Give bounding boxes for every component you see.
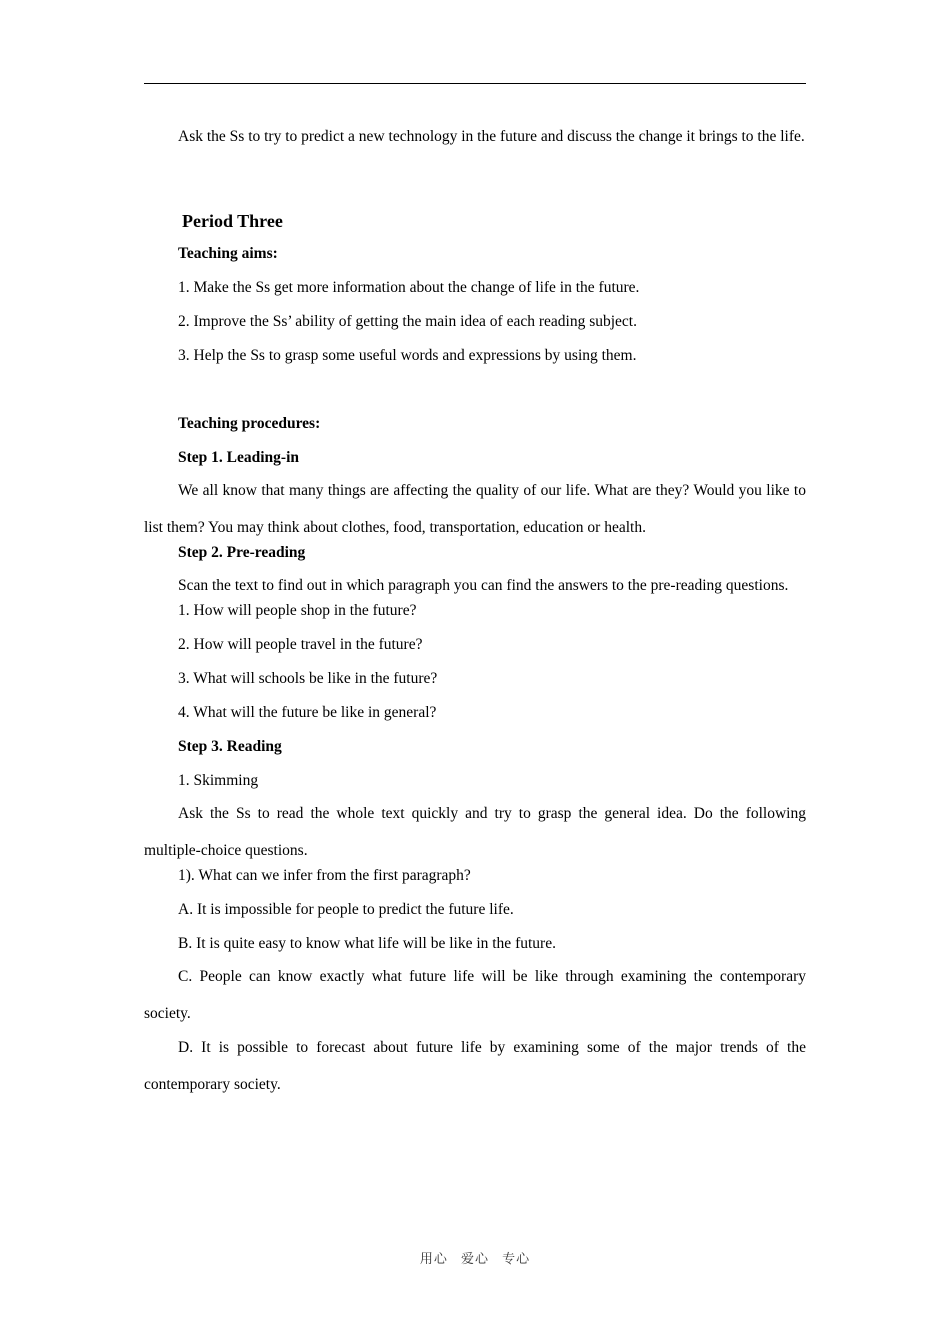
- step3-paragraph: Ask the Ss to read the whole text quickly and try to grasp the general idea. Do the following multiple-choice questions.: [144, 805, 806, 859]
- procedures-heading: Teaching procedures:: [178, 415, 321, 432]
- header-rule: [144, 83, 806, 84]
- footer-text: 专心: [502, 1252, 531, 1267]
- pre-reading-question: 1. How will people shop in the future?: [178, 602, 417, 619]
- skimming-subheading: 1. Skimming: [178, 772, 259, 789]
- footer-text: 爱心: [460, 1252, 489, 1267]
- mcq-option-a: A. It is impossible for people to predict the future life.: [178, 901, 514, 918]
- pre-reading-question: 4. What will the future be like in general?: [178, 704, 437, 721]
- step2-heading: Step 2. Pre-reading: [178, 544, 306, 561]
- aim-item: 1. Make the Ss get more information about the change of life in the future.: [178, 279, 640, 296]
- intro-paragraph: Ask the Ss to try to predict a new technology in the future and discuss the change it brings to the life.: [178, 128, 805, 145]
- aim-item: 2. Improve the Ss’ ability of getting the main idea of each reading subject.: [178, 313, 637, 330]
- step1-heading: Step 1. Leading-in: [178, 449, 300, 466]
- aim-item: 3. Help the Ss to grasp some useful words and expressions by using them.: [178, 347, 637, 364]
- mcq-option-c: C. People can know exactly what future life will be like through examining the contemporary society.: [144, 968, 806, 1022]
- footer-text: 用心: [419, 1252, 448, 1267]
- mcq-option-b: B. It is quite easy to know what life will be like in the future.: [178, 935, 556, 952]
- mcq-question: 1). What can we infer from the first paragraph?: [178, 867, 471, 884]
- aims-heading: Teaching aims:: [178, 245, 278, 262]
- step3-heading: Step 3. Reading: [178, 738, 282, 755]
- mcq-option-d: D. It is possible to forecast about future life by examining some of the major trends of the contemporary society.: [144, 1039, 806, 1093]
- pre-reading-question: 2. How will people travel in the future?: [178, 636, 423, 653]
- document-body: [144, 122, 806, 1103]
- step1-paragraph: We all know that many things are affecting the quality of our life. What are they? Would you like to list them? You may think about clothes, food, transportation, education or health.: [144, 482, 806, 536]
- pre-reading-question: 3. What will schools be like in the future?: [178, 670, 438, 687]
- page-footer: [0, 1248, 950, 1267]
- step2-paragraph: Scan the text to find out in which paragraph you can find the answers to the pre-reading questions.: [178, 577, 789, 594]
- period-title: Period Three: [182, 211, 283, 231]
